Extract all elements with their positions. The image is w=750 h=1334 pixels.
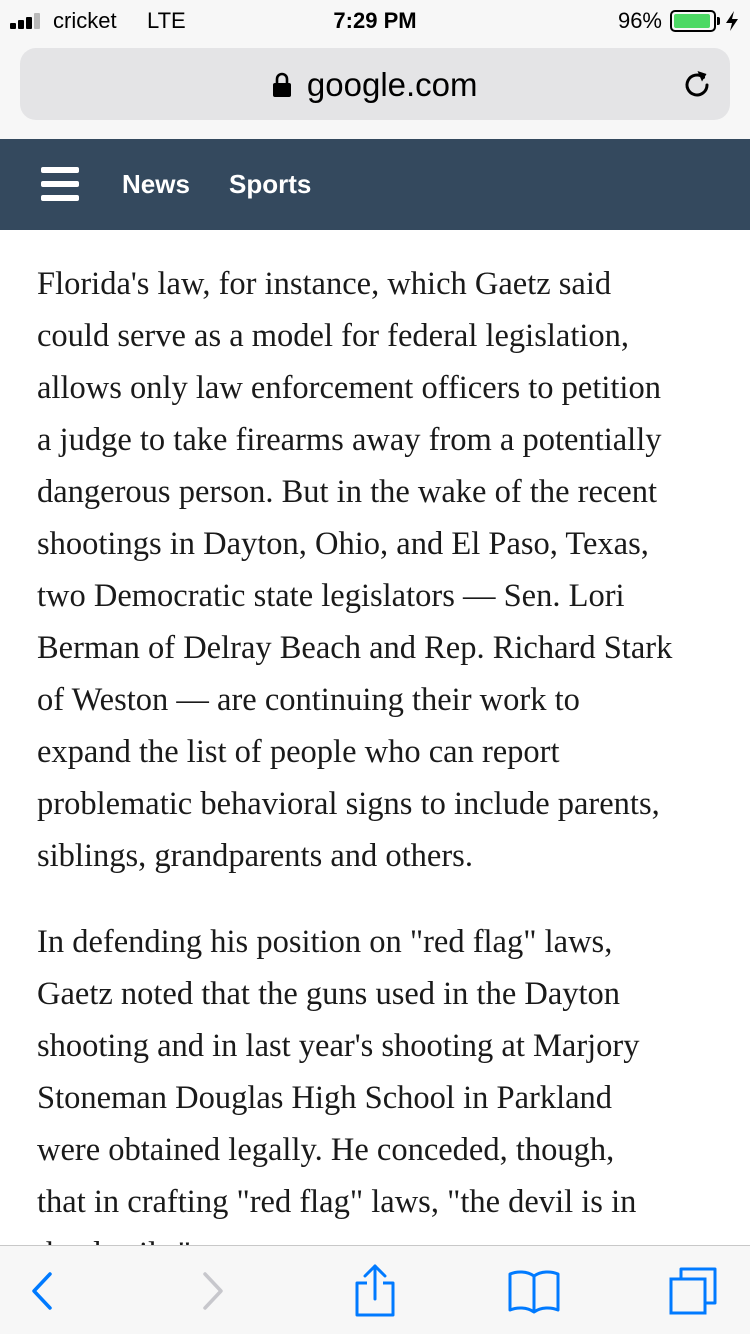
browser-address-area: [0, 40, 750, 139]
charging-bolt-icon: [724, 10, 740, 32]
browser-toolbar: [0, 1245, 750, 1334]
back-button[interactable]: [3, 1246, 83, 1334]
article-body: [37, 258, 727, 1314]
book-icon: [507, 1268, 561, 1314]
forward-button[interactable]: [172, 1246, 252, 1334]
chevron-right-icon: [197, 1271, 227, 1311]
network-type: LTE: [147, 8, 186, 33]
reload-icon[interactable]: [680, 68, 714, 102]
carrier-name: cricket: [53, 8, 117, 33]
share-button[interactable]: [335, 1246, 415, 1334]
battery-level-fill: [674, 14, 710, 28]
nav-link-sports[interactable]: Sports: [229, 169, 312, 199]
tabs-button[interactable]: [653, 1246, 733, 1334]
address-bar[interactable]: [20, 48, 730, 120]
lock-icon: [272, 72, 292, 98]
chevron-left-icon: [28, 1271, 58, 1311]
nav-link-news[interactable]: News: [122, 169, 190, 199]
hamburger-menu-icon[interactable]: [41, 167, 79, 201]
clock: 7:29 PM: [333, 8, 417, 33]
battery-tip: [717, 17, 720, 25]
share-icon: [353, 1263, 397, 1319]
battery-percentage: 96%: [617, 8, 662, 33]
url-text: google.com: [306, 66, 478, 103]
site-nav-bar: [0, 139, 750, 230]
article-paragraph: In defending his position on "red flag" laws, Gaetz noted that the guns used in the Dayton shooting and in last year's shooting at Marjory Stoneman Douglas High School in Parkland were obtained legally. He conceded, though, that in crafting "red flag" laws, "the devil is in: [37, 924, 640, 1220]
battery-icon: [670, 10, 716, 32]
article-paragraph: Florida's law, for instance, which Gaetz said could serve as a model for federal legislation, allows only law enforcement officers to petition a judge to take firearms away from a potentially dangerous person. But in the wake of the recent shootings in Dayton, Ohio, and El Paso, Texas, two Democratic state legislators — Sen. Lori Berman of Delray Beach and Rep. Richard Stark of Weston — are continuing their work to expand the list of people who can report problematic behavioral signs to include parents, siblings, grandparents and others.: [37, 266, 673, 874]
url-display[interactable]: [20, 66, 730, 104]
tabs-icon: [667, 1265, 719, 1317]
status-bar: [0, 0, 750, 40]
bookmarks-button[interactable]: [494, 1246, 574, 1334]
